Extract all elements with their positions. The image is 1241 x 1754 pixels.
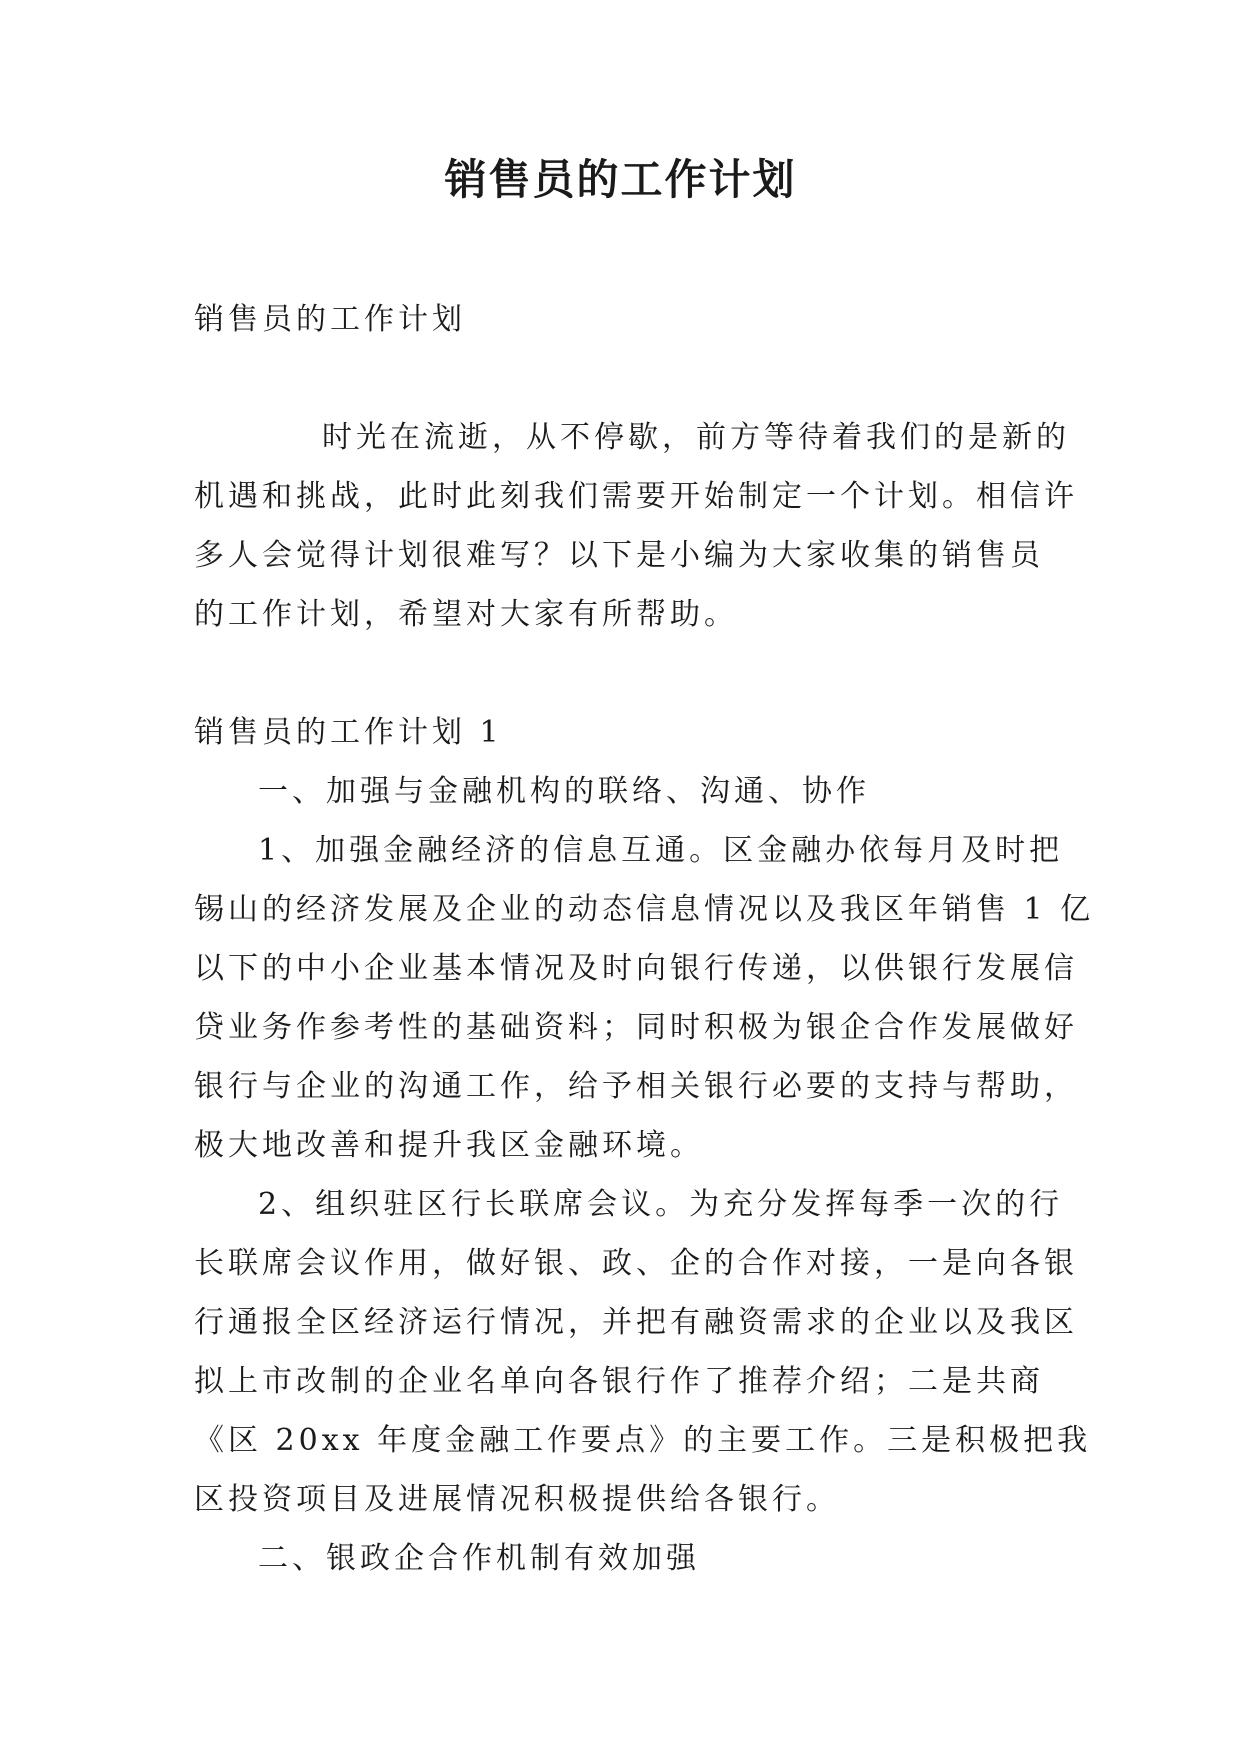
item-two-line: 2、组织驻区行长联席会议。为充分发挥每季一次的行 [258, 1187, 1064, 1222]
item-one-line: 银行与企业的沟通工作，给予相关银行必要的支持与帮助， [194, 1069, 1078, 1104]
document-body [194, 290, 1095, 1588]
intro-line: 机遇和挑战，此时此刻我们需要开始制定一个计划。相信许 [194, 479, 1078, 514]
spacer [194, 644, 1054, 703]
item-one-line: 贷业务作参考性的基础资料；同时积极为银企合作发展做好 [194, 1010, 1078, 1045]
item-one-line: 1、加强金融经济的信息互通。区金融办依每月及时把 [258, 833, 1064, 868]
heading-two: 二、银政企合作机制有效加强 [258, 1541, 700, 1576]
item-two-line: 区投资项目及进展情况积极提供给各银行。 [194, 1482, 840, 1517]
intro-line: 时光在流逝，从不停歇，前方等待着我们的是新的 [322, 420, 1070, 455]
item-two-line: 长联席会议作用，做好银、政、企的合作对接，一是向各银 [194, 1246, 1078, 1281]
intro-line: 多人会觉得计划很难写？以下是小编为大家收集的销售员 [194, 538, 1044, 573]
intro-line: 的工作计划，希望对大家有所帮助。 [194, 597, 738, 632]
item-two-line: 行通报全区经济运行情况，并把有融资需求的企业以及我区 [194, 1305, 1078, 1340]
item-one-line: 锡山的经济发展及企业的动态信息情况以及我区年销售 1 亿 [194, 892, 1095, 927]
section-heading: 销售员的工作计划 1 [194, 715, 503, 750]
item-two-line: 拟上市改制的企业名单向各银行作了推荐介绍；二是共商 [194, 1364, 1044, 1399]
item-one-line: 以下的中小企业基本情况及时向银行传递，以供银行发展信 [194, 951, 1078, 986]
spacer [194, 349, 1054, 408]
heading-one: 一、加强与金融机构的联络、沟通、协作 [258, 774, 870, 809]
document-title: 销售员的工作计划 [444, 155, 797, 204]
subtitle: 销售员的工作计划 [194, 302, 466, 337]
item-two-line: 《区 20xx 年度金融工作要点》的主要工作。三是积极把我 [194, 1423, 1092, 1458]
item-one-line: 极大地改善和提升我区金融环境。 [194, 1128, 704, 1163]
